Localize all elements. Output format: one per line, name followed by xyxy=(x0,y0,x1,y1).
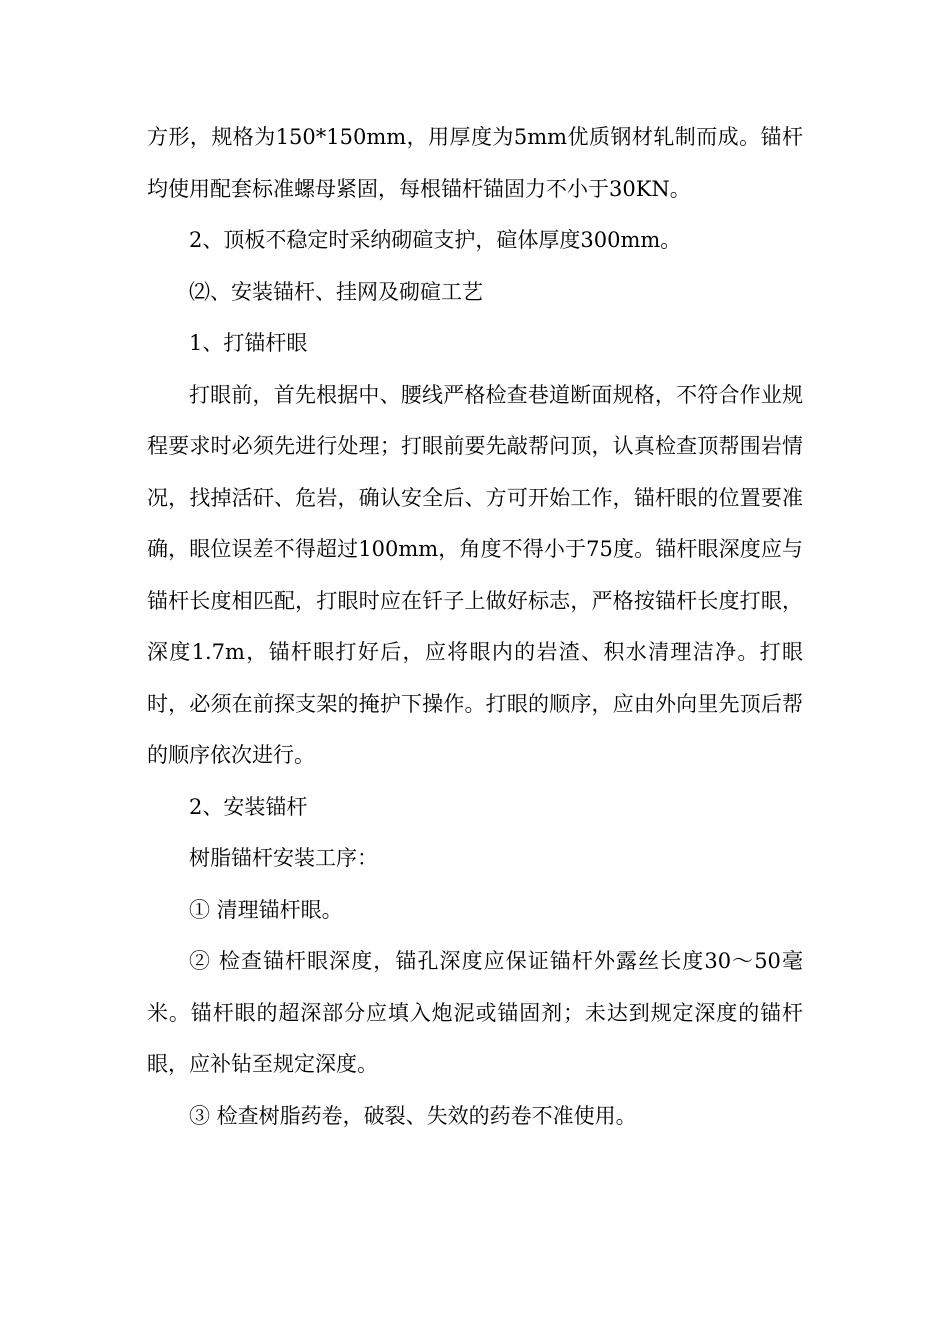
paragraph-drilling: 打眼前，首先根据中、腰线严格检查巷道断面规格，不符合作业规程要求时必须先进行处理；打眼前要先敲帮问顶，认真检查顶帮围岩情况，找掉活矸、危岩，确认安全后、方可开始工作，锚杆眼的位置要准确，眼位误差不得超过100mm，角度不得小于75度。锚杆眼深度应与锚杆长度相匹配，打眼时应在钎子上做好标志，严格按锚杆长度打眼，深度1.7m，锚杆眼打好后，应将眼内的岩渣、积水清理洁净。打眼时，必须在前探支架的掩护下操作。打眼的顺序，应由外向里先顶后帮的顺序依次进行。 xyxy=(147,382,803,767)
document-body xyxy=(147,112,803,1142)
list-item-step-3: ③ 检查树脂药卷，破裂、失效的药卷不准使用。 xyxy=(189,1103,637,1128)
paragraph-roof-support: 2、顶板不稳定时采纳砌碹支护，碹体厚度300mm。 xyxy=(189,228,682,252)
list-item-step-1: ① 清理锚杆眼。 xyxy=(189,897,343,922)
paragraph-resin-steps-intro: 树脂锚杆安装工序： xyxy=(189,846,378,870)
section-heading-process: ⑵、安装锚杆、挂网及砌碹工艺 xyxy=(189,279,483,304)
subheading-install-bolt: 2、安装锚杆 xyxy=(189,794,308,819)
paragraph-continuation: 方形，规格为150*150mm，用厚度为5mm优质钢材轧制而成。锚杆均使用配套标准螺母紧固，每根锚杆锚固力不小于30KN。 xyxy=(147,125,803,201)
subheading-drilling: 1、打锚杆眼 xyxy=(189,331,308,355)
list-item-step-2: ② 检查锚杆眼深度，锚孔深度应保证锚杆外露丝长度30～50毫米。锚杆眼的超深部分应填入炮泥或锚固剂；未达到规定深度的锚杆眼，应补钻至规定深度。 xyxy=(147,949,803,1076)
